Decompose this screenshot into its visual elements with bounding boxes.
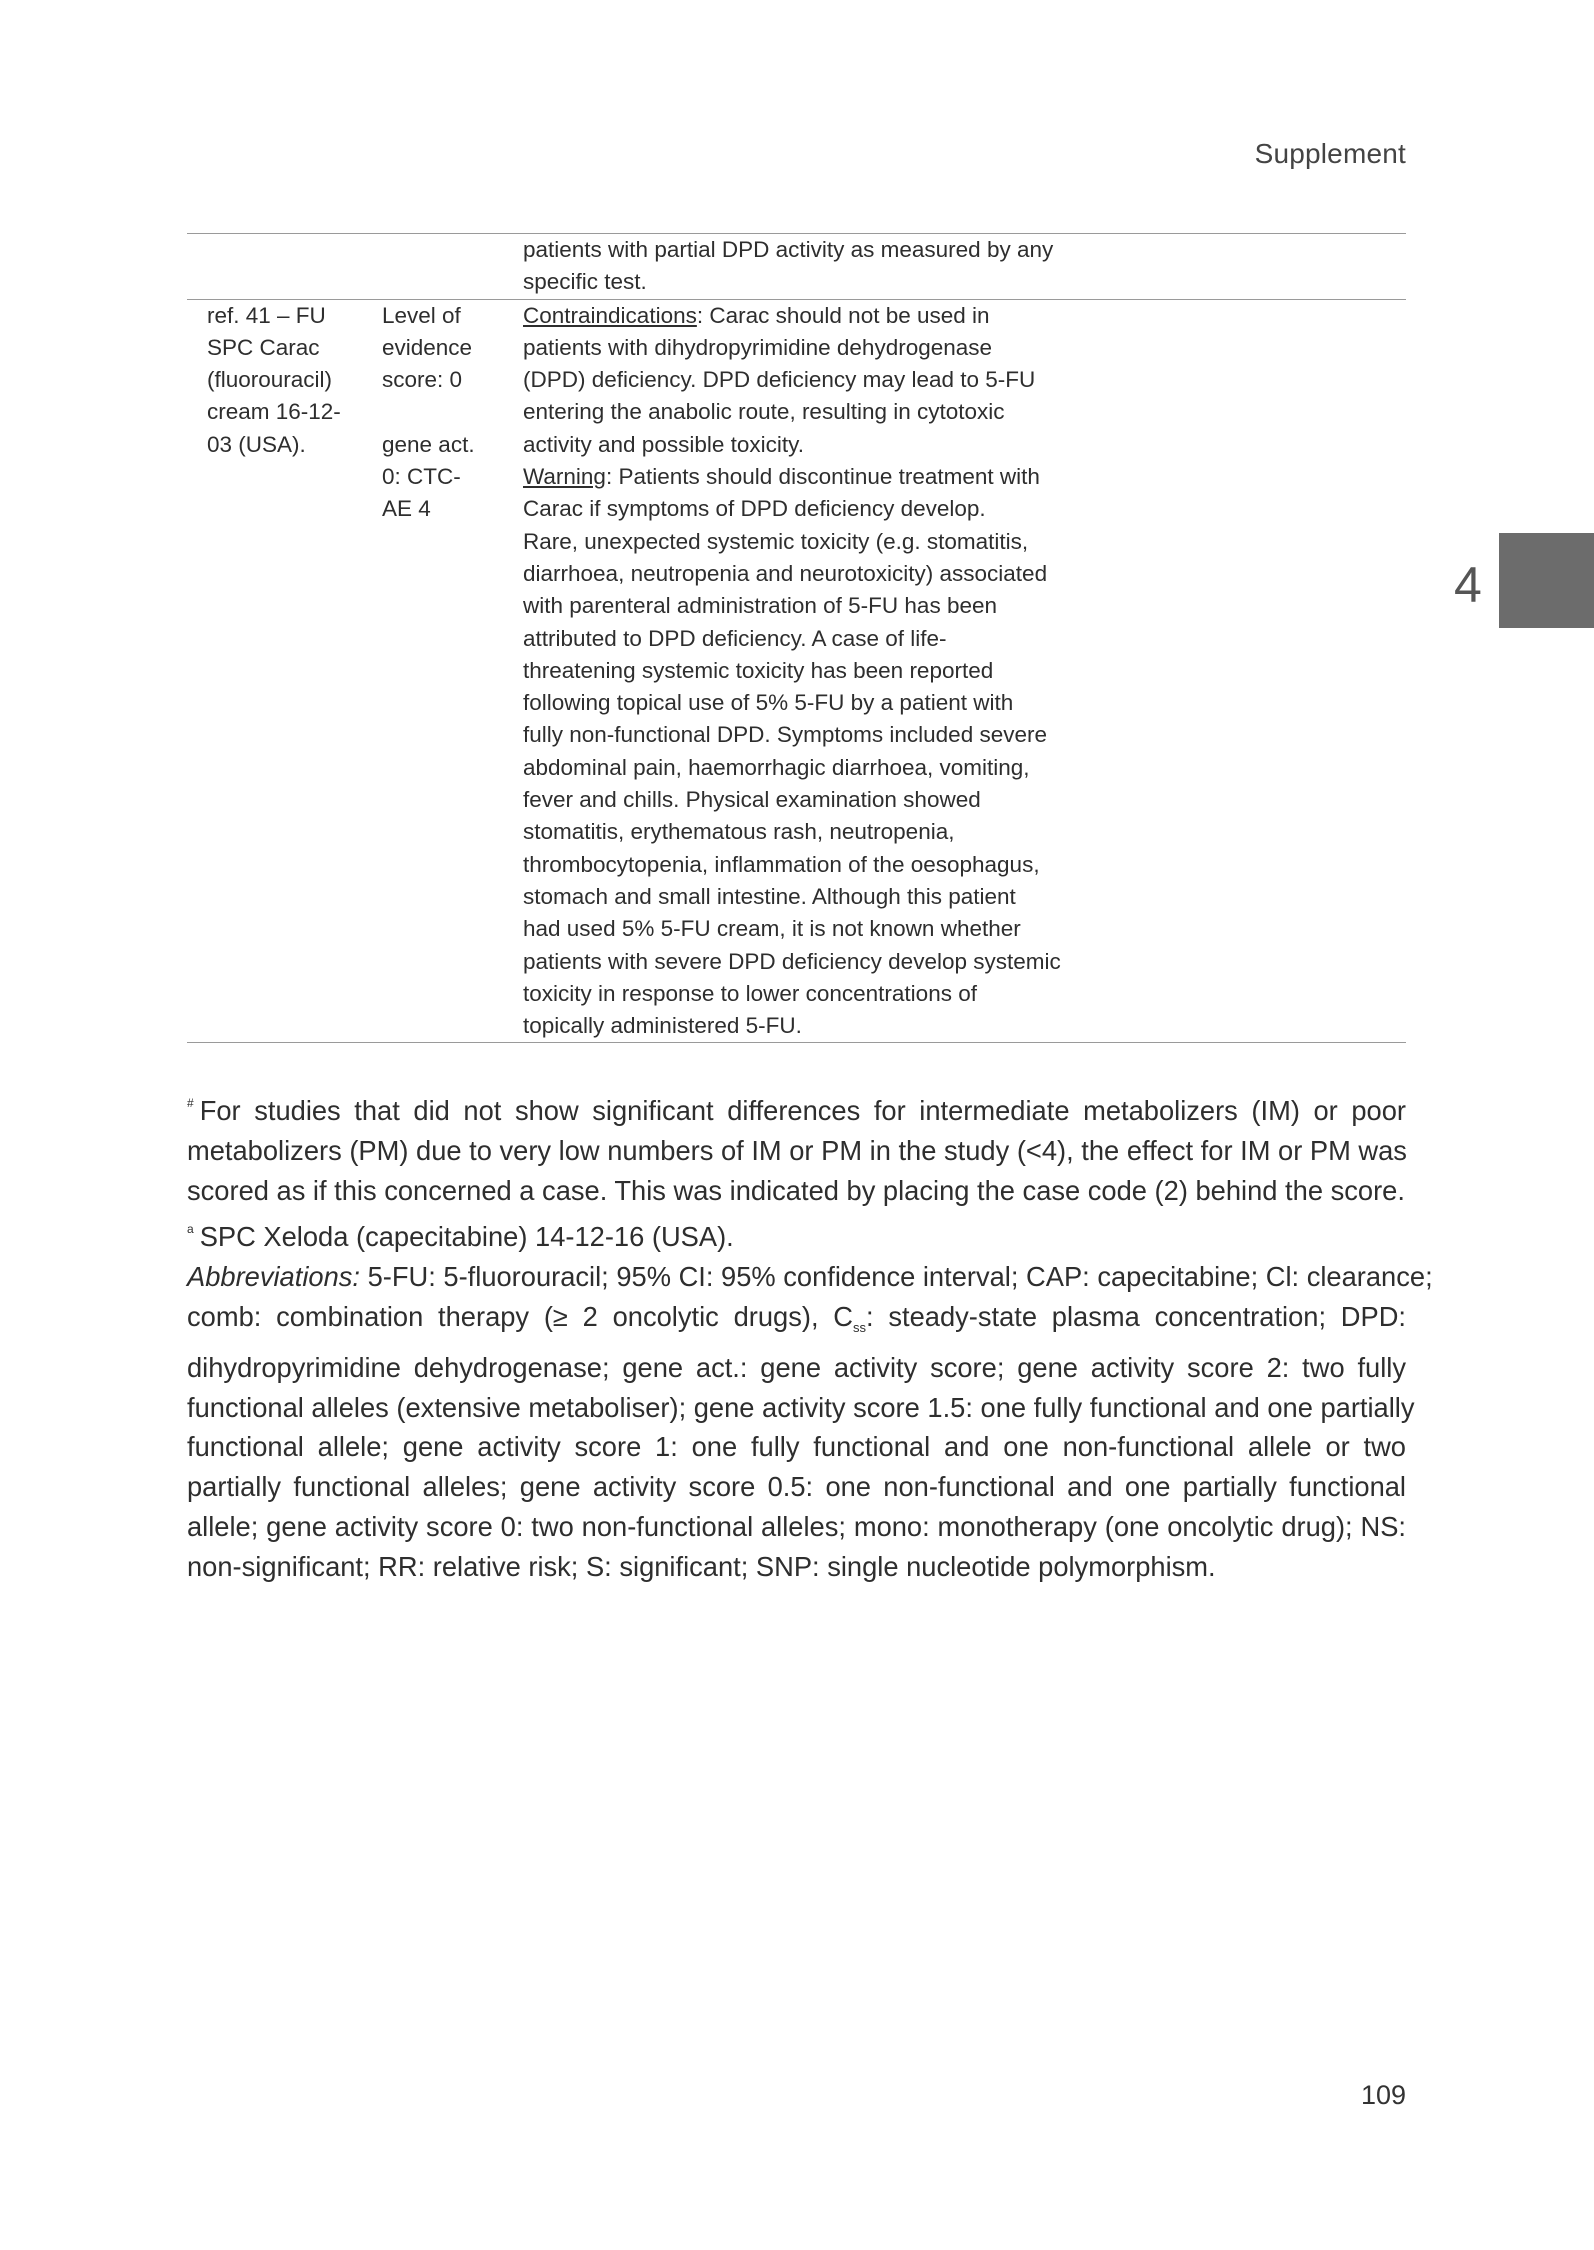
contraindications-text: : Carac should not be used in (696, 302, 990, 328)
abbreviations-line: partially functional alleles; gene activity score 0.5: one non-functional and one partially functional (187, 1471, 1406, 1503)
abbreviations-line (187, 1257, 1433, 1297)
text-line: entering the anabolic route, resulting in cytotoxic (523, 399, 1005, 425)
abbreviations-line (187, 1297, 1406, 1348)
footnote-line (187, 1210, 1406, 1257)
abbreviations-text: 5-FU: 5-fluorouracil; 95% CI: 95% confidence interval; CAP: capecitabine; Cl: clearance; (359, 1261, 1433, 1293)
evidence-line: Level of (382, 302, 461, 328)
text-line: fully non-functional DPD. Symptoms included severe (523, 722, 1047, 748)
reference-line: (fluorouracil) (207, 367, 333, 393)
text-line: activity and possible toxicity. (523, 431, 804, 457)
reference-cell (187, 234, 374, 299)
footnotes (187, 1084, 1433, 1587)
text-line: patients with partial DPD activity as measured by any (523, 237, 1054, 262)
abbreviations-line: non-significant; RR: relative risk; S: significant; SNP: single nucleotide polymorphism. (187, 1550, 1216, 1582)
contraindications-line (523, 300, 1195, 332)
table-row (187, 300, 1406, 1043)
reference-line: ref. 41 – FU (207, 302, 326, 328)
footnote-line: metabolizers (PM) due to very low numbers of IM or PM in the study (<4), the effect for IM or PM was (187, 1134, 1407, 1166)
footnote-line: scored as if this concerned a case. This was indicated by placing the case code (2) behind the score. (187, 1174, 1405, 1206)
text-line: toxicity in response to lower concentrations of (523, 980, 977, 1006)
spacer (382, 396, 515, 428)
remarks-cell (515, 300, 1195, 1043)
text-line: (DPD) deficiency. DPD deficiency may lead to 5-FU (523, 367, 1036, 393)
remarks-cell (515, 234, 1195, 299)
text-line: threatening systemic toxicity has been reported (523, 657, 994, 683)
text-line: thrombocytopenia, inflammation of the oesophagus, (523, 851, 1040, 877)
reference-line: SPC Carac (207, 334, 320, 360)
footnote-line (187, 1084, 1406, 1131)
abbreviations-label: Abbreviations: (187, 1261, 360, 1293)
chapter-number: 4 (1454, 557, 1482, 613)
text-line: patients with dihydropyrimidine dehydrogenase (523, 334, 993, 360)
contraindications-label: Contraindications (523, 302, 697, 328)
evidence-line: score: 0 (382, 367, 463, 393)
text-line: following topical use of 5% 5-FU by a patient with (523, 690, 1014, 716)
page-number: 109 (1360, 2080, 1406, 2110)
warning-label: Warning (523, 464, 606, 490)
evidence-line: evidence (382, 334, 473, 360)
text-line: stomach and small intestine. Although this patient (523, 883, 1016, 909)
abbreviations-text: comb: combination therapy (≥ 2 oncolytic drugs), C (187, 1300, 854, 1332)
text-line: specific test. (523, 269, 647, 295)
text-line: diarrhoea, neutropenia and neurotoxicity) associated (523, 560, 1048, 586)
text-line: with parenteral administration of 5-FU has been (523, 593, 997, 619)
hash-footnote (187, 1084, 1406, 1210)
text-line: topically administered 5-FU. (523, 1013, 802, 1039)
a-mark: a (187, 1222, 194, 1237)
text-line: fever and chills. Physical examination showed (523, 787, 981, 813)
text-line: patients with severe DPD deficiency develop systemic (523, 948, 1061, 974)
evidence-cell (374, 300, 515, 1043)
hash-mark: # (187, 1096, 194, 1110)
warning-line (523, 461, 1195, 493)
evidence-line: 0: CTC- (382, 464, 461, 490)
abbreviations-text: : steady-state plasma concentration; DPD: (866, 1300, 1407, 1332)
text-line: abdominal pain, haemorrhagic diarrhoea, vomiting, (523, 754, 1030, 780)
text-line: Carac if symptoms of DPD deficiency develop. (523, 496, 986, 522)
footnote-text: For studies that did not show significant differences for intermediate metabolizers (IM) or poor (199, 1095, 1406, 1126)
text-line: stomatitis, erythematous rash, neutropenia, (523, 819, 955, 845)
table-bottom-rule (187, 1042, 1406, 1043)
evidence-line: AE 4 (382, 496, 431, 522)
subscript-ss: ss (853, 1319, 867, 1335)
chapter-tab (1499, 533, 1594, 628)
text-line: had used 5% 5-FU cream, it is not known whether (523, 916, 1021, 942)
table-row-continued (187, 234, 1406, 299)
reference-cell (187, 300, 374, 1043)
text-line: attributed to DPD deficiency. A case of life- (523, 625, 947, 651)
evidence-table (187, 233, 1406, 1043)
abbreviations-line: allele; gene activity score 0: two non-functional alleles; mono: monotherapy (one oncolytic drug); NS: (187, 1510, 1406, 1542)
text-line: Rare, unexpected systemic toxicity (e.g. stomatitis, (523, 528, 1029, 554)
a-footnote (187, 1210, 1406, 1257)
evidence-cell (374, 234, 515, 299)
running-head: Supplement (1254, 138, 1406, 169)
evidence-line: gene act. (382, 431, 475, 457)
reference-line: 03 (USA). (207, 431, 306, 457)
reference-line: cream 16-12- (207, 399, 341, 425)
abbreviations-line: dihydropyrimidine dehydrogenase; gene act.: gene activity score; gene activity score 2: two fully (187, 1351, 1406, 1383)
abbreviations-line: functional allele; gene activity score 1: one fully functional and one non-functional allele or two (187, 1431, 1406, 1463)
footnote-text: SPC Xeloda (capecitabine) 14-12-16 (USA). (199, 1221, 734, 1253)
warning-text: : Patients should discontinue treatment with (605, 464, 1040, 490)
abbreviations (187, 1257, 1433, 1586)
abbreviations-line: functional alleles (extensive metaboliser); gene activity score 1.5: one fully functional and one partially (187, 1391, 1415, 1423)
